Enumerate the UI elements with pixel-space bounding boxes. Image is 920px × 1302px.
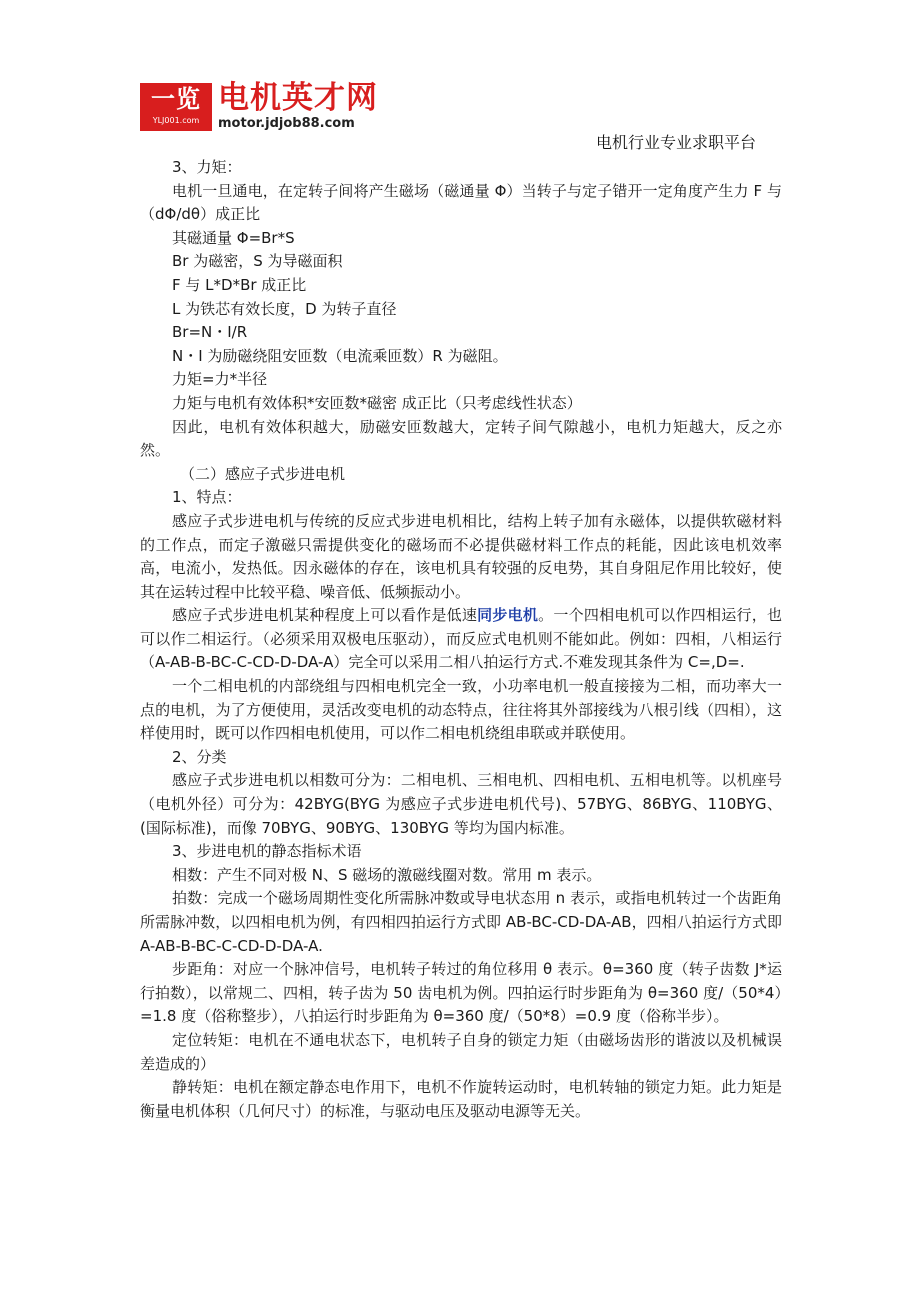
paragraph: Br=N・I/R [172, 323, 248, 342]
logo-site-name: 电机英才网 [218, 80, 378, 116]
paragraph-with-link [140, 604, 782, 675]
paragraph-text: 感应子式步进电机某种程度上可以看作是低速 [172, 606, 478, 625]
section-heading-torque: 3、力矩： [172, 158, 242, 176]
document-body [140, 156, 782, 1123]
paragraph: 感应子式步进电机以相数可分为：二相电机、三相电机、四相电机、五相电机等。以机座号（电机外径）可分为：42BYG(BYG 为感应子式步进电机代号)、57BYG、86BYG、110BYG、(国际标准)，而像 70BYG、90BYG、130BYG 等均为国内标准。 [140, 771, 782, 837]
section-heading-features: 1、特点： [172, 488, 242, 507]
paragraph: F 与 L*D*Br 成正比 [172, 275, 307, 294]
paragraph: 力矩=力*半径 [172, 370, 268, 389]
logo-badge-text: 一览 [151, 85, 201, 113]
section-heading-classification: 2、分类 [172, 747, 227, 766]
paragraph: 相数：产生不同对极 N、S 磁场的激磁线圈对数。常用 m 表示。 [172, 865, 602, 884]
paragraph: 步距角：对应一个脉冲信号，电机转子转过的角位移用 θ 表示。θ=360 度（转子齿数 J*运行拍数），以常规二、四相，转子齿为 50 齿电机为例。四拍运行时步距角为 θ=360 度/（50*4）=1.8 度（俗称整步），八拍运行时步距角为 θ=360 度/（50*8）=0.9 度（俗称半步）。 [140, 960, 782, 1026]
paragraph: L 为铁芯有效长度，D 为转子直径 [172, 299, 397, 318]
paragraph: 拍数：完成一个磁场周期性变化所需脉冲数或导电状态用 n 表示，或指电机转过一个齿距角所需脉冲数，以四相电机为例，有四相四拍运行方式即 AB-BC-CD-DA-AB，四相八拍运行方式即 A-AB-B-BC-C-CD-D-DA-A. [140, 889, 782, 955]
paragraph: 感应子式步进电机与传统的反应式步进电机相比，结构上转子加有永磁体，以提供软磁材料的工作点，而定子激磁只需提供变化的磁场而不必提供磁材料工作点的耗能，因此该电机效率高，电流小，发热低。因永磁体的存在，该电机具有较强的反电势，其自身阻尼作用比较好，使其在运转过程中比较平稳、噪音低、低频振动小。 [140, 511, 782, 601]
header-tagline: 电机行业专业求职平台 [596, 133, 757, 152]
logo-site-url: motor.jdjob88.com [218, 116, 355, 131]
paragraph-text: 。一个四相电机可以作四相运行，也可以作二相运行。（必须采用双极电压驱动），而反应式电机则不能如此。例如：四相，八相运行（A-AB-B-BC-C-CD-D-DA-A）完全可以采用二相八拍运行方式.不难发现其条件为 C=,D=. [140, 606, 782, 672]
paragraph: 其磁通量 Φ=Br*S [172, 228, 295, 247]
logo-badge-subtext: YLJ001.com [152, 116, 200, 125]
section-heading-static-terms: 3、步进电机的静态指标术语 [172, 842, 362, 861]
paragraph: Br 为磁密，S 为导磁面积 [172, 252, 343, 271]
synchronous-motor-link[interactable]: 同步电机 [477, 606, 539, 625]
paragraph: 力矩与电机有效体积*安匝数*磁密 成正比（只考虑线性状态） [172, 393, 582, 412]
logo-badge [140, 83, 212, 131]
section-heading-induction-stepper: （二）感应子式步进电机 [180, 464, 346, 483]
page-header [0, 0, 920, 160]
paragraph: 静转矩：电机在额定静态电作用下，电机不作旋转运动时，电机转轴的锁定力矩。此力矩是衡量电机体积（几何尺寸）的标准，与驱动电压及驱动电源等无关。 [140, 1078, 782, 1120]
paragraph: 定位转矩：电机在不通电状态下，电机转子自身的锁定力矩（由磁场齿形的谐波以及机械误差造成的） [140, 1030, 782, 1073]
paragraph: 电机一旦通电，在定转子间将产生磁场（磁通量 Φ）当转子与定子错开一定角度产生力 F 与（dΦ/dθ）成正比 [140, 181, 782, 224]
paragraph: 一个二相电机的内部绕组与四相电机完全一致，小功率电机一般直接接为二相，而功率大一点的电机，为了方便使用，灵活改变电机的动态特点，往往将其外部接线为八根引线（四相），这样使用时，既可以作四相电机使用，可以作二相电机绕组串联或并联使用。 [140, 677, 782, 743]
paragraph: 因此，电机有效体积越大，励磁安匝数越大，定转子间气隙越小，电机力矩越大，反之亦然。 [140, 417, 782, 460]
paragraph: N・I 为励磁绕阻安匝数（电流乘匝数）R 为磁阻。 [172, 346, 508, 365]
